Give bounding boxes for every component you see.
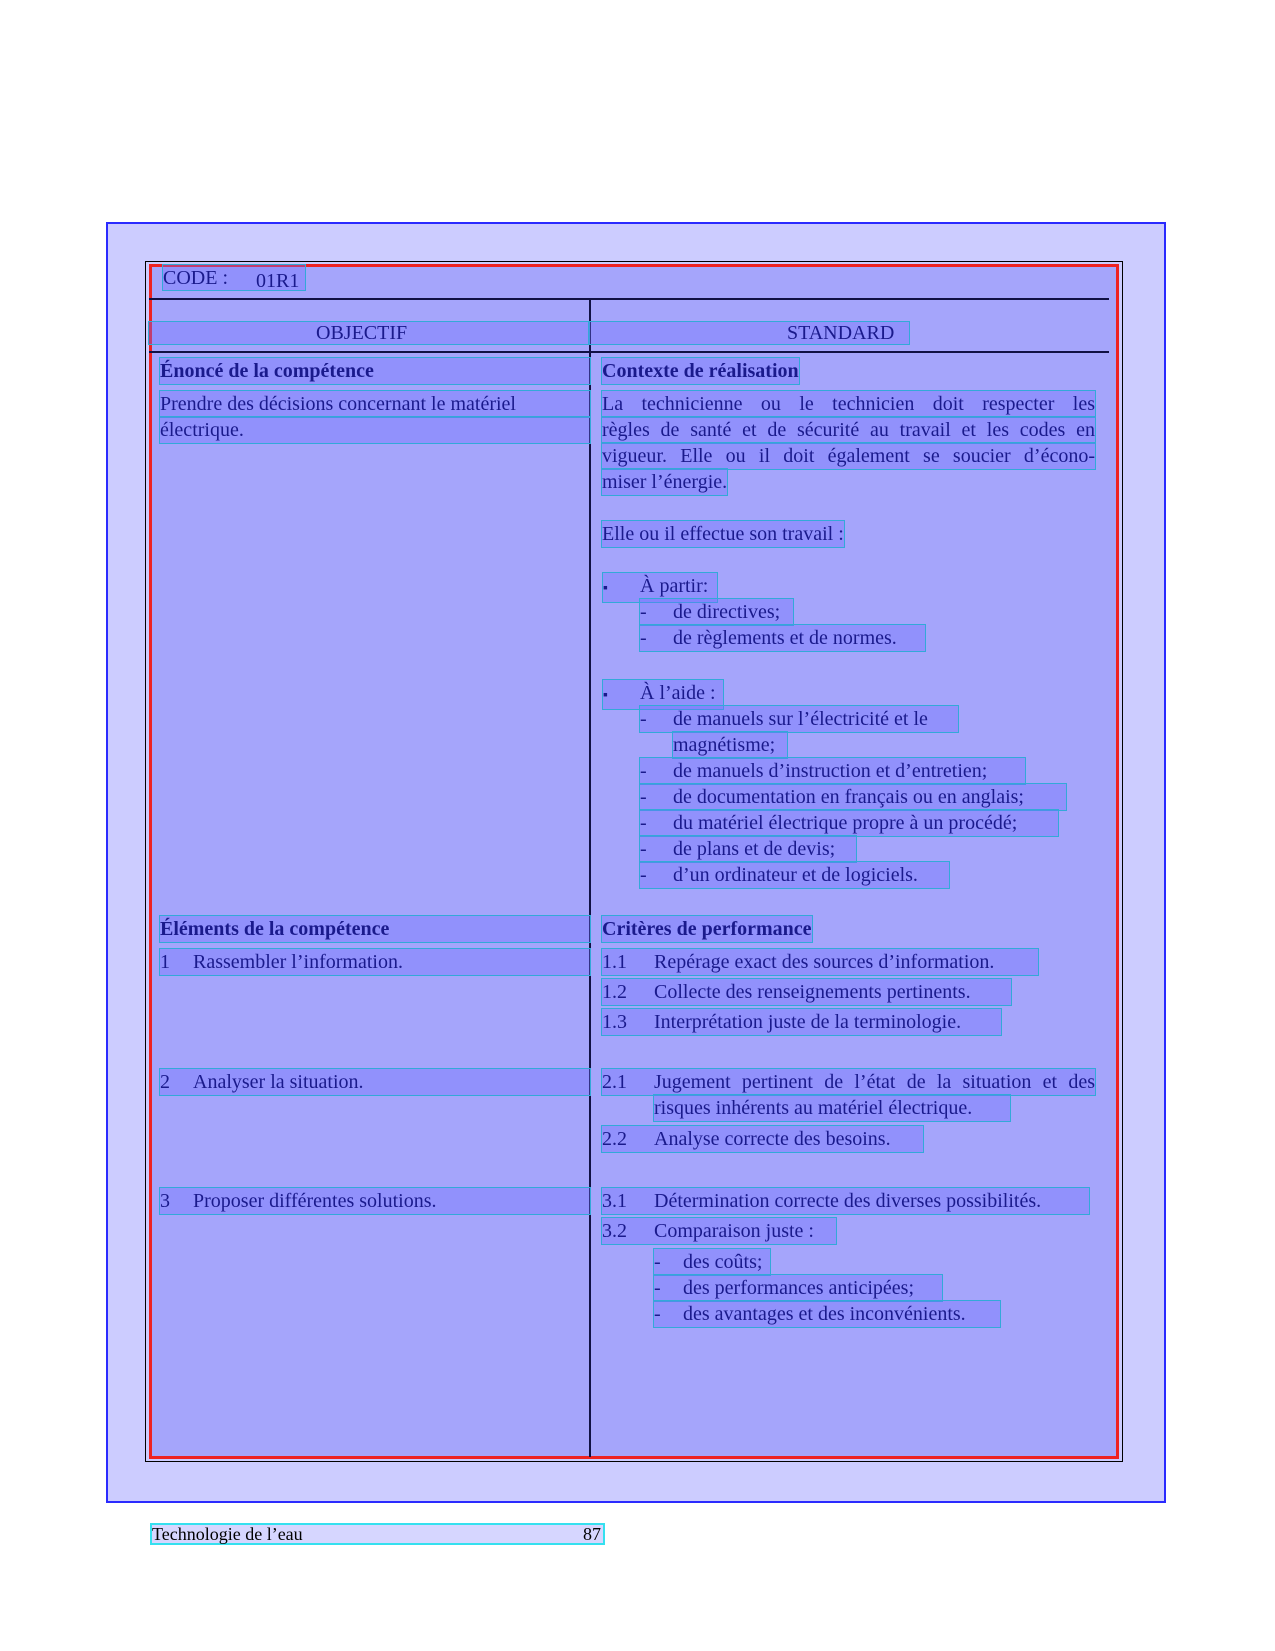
critere-text: Analyse correcte des besoins. xyxy=(654,1128,891,1150)
column-header-rule xyxy=(149,351,1109,353)
comparaison-text: des performances anticipées; xyxy=(683,1277,915,1299)
bullet-icon: ▪ xyxy=(603,581,608,596)
footer-title: Technologie de l’eau xyxy=(152,1524,303,1544)
dash-icon: - xyxy=(640,627,647,649)
critere-item xyxy=(602,949,1038,975)
critere-text: Comparaison juste : xyxy=(654,1220,814,1242)
contexte-line: règles de santé et de sécurité au travail et les codes en xyxy=(602,419,1095,441)
page-footer xyxy=(150,1523,605,1545)
critere-text: Interprétation juste de la terminologie. xyxy=(654,1011,962,1033)
dash-item xyxy=(640,862,949,888)
standard-header-band xyxy=(589,322,909,344)
element-item xyxy=(160,949,590,975)
dash-item-continuation: magnétisme; xyxy=(673,732,787,758)
code-label: CODE : xyxy=(163,267,228,289)
critere-item xyxy=(602,979,1011,1005)
dash-item-text: de règlements et de normes. xyxy=(673,627,897,649)
code-field xyxy=(163,265,305,290)
element-text: Proposer différentes solutions. xyxy=(193,1190,437,1212)
critere-continuation: risques inhérents au matériel électrique. xyxy=(654,1095,1010,1121)
page-number: 87 xyxy=(583,1524,601,1544)
dash-item xyxy=(640,625,925,651)
dash-item-text: de manuels d’instruction et d’entretien; xyxy=(673,760,988,782)
contexte-line: vigueur. Elle ou il doit également se soucier d’écono- xyxy=(602,445,1095,467)
comparaison-item xyxy=(654,1275,942,1301)
bullet-label: À l’aide : xyxy=(640,682,716,704)
dash-item-text: de directives; xyxy=(673,601,781,623)
critere-number: 1.2 xyxy=(602,981,627,1003)
element-item xyxy=(160,1069,590,1095)
critere-text: Repérage exact des sources d’information. xyxy=(654,951,995,973)
element-number: 1 xyxy=(160,951,170,973)
objectif-header: OBJECTIF xyxy=(316,322,408,344)
dash-item-text: de manuels sur l’électricité et le xyxy=(673,708,928,730)
criteres-title: Critères de performance xyxy=(602,918,812,940)
dash-item-text: de documentation en français ou en anglais; xyxy=(673,786,1024,808)
dash-icon: - xyxy=(640,708,647,730)
dash-icon: - xyxy=(640,786,647,808)
element-number: 3 xyxy=(160,1190,170,1212)
dash-icon: - xyxy=(640,864,647,886)
critere-number: 3.2 xyxy=(602,1220,627,1242)
dash-item xyxy=(640,810,1058,836)
dash-item-text: de plans et de devis; xyxy=(673,838,836,860)
objectif-header-band xyxy=(149,322,589,344)
bullet-item xyxy=(603,680,723,709)
enonce-text-line-1: Prendre des décisions concernant le matériel xyxy=(160,391,590,417)
contexte-line: miser l’énergie. xyxy=(602,471,728,493)
enonce-title: Énoncé de la compétence xyxy=(160,358,590,384)
dash-item-text: d’un ordinateur et de logiciels. xyxy=(673,864,918,886)
element-item xyxy=(160,1188,590,1214)
dash-icon: - xyxy=(640,812,647,834)
element-number: 2 xyxy=(160,1071,170,1093)
critere-item xyxy=(602,1188,1089,1214)
critere-text: Détermination correcte des diverses possibilités. xyxy=(654,1190,1042,1212)
critere-number: 1.3 xyxy=(602,1011,627,1033)
bullet-icon: ▪ xyxy=(603,688,608,703)
dash-icon: - xyxy=(640,601,647,623)
enonce-text-line-2: électrique. xyxy=(160,417,590,443)
critere-text: Jugement pertinent de l’état de la situation et des xyxy=(654,1071,1095,1093)
dash-item xyxy=(640,758,1025,784)
critere-item xyxy=(602,1069,1095,1095)
contexte-line: La technicienne ou le technicien doit respecter les xyxy=(602,393,1095,415)
dash-item xyxy=(640,836,856,862)
header-rule xyxy=(149,298,1109,300)
elements-title: Éléments de la compétence xyxy=(160,916,590,942)
dash-item xyxy=(640,706,958,732)
element-text: Analyser la situation. xyxy=(193,1071,364,1093)
bullet-label: À partir: xyxy=(640,575,709,597)
dash-icon: - xyxy=(654,1251,661,1273)
dash-icon: - xyxy=(654,1303,661,1325)
contexte-title: Contexte de réalisation xyxy=(602,360,799,382)
comparaison-text: des avantages et des inconvénients. xyxy=(683,1303,966,1325)
critere-number: 2.1 xyxy=(602,1071,627,1093)
dash-item xyxy=(640,599,793,625)
bullet-item xyxy=(603,573,717,602)
comparaison-text: des coûts; xyxy=(683,1251,763,1273)
critere-item xyxy=(602,1009,1001,1035)
dash-item-text: du matériel électrique propre à un procédé; xyxy=(673,812,1018,834)
critere-item xyxy=(602,1126,923,1152)
critere-number: 2.2 xyxy=(602,1128,627,1150)
comparaison-item xyxy=(654,1249,770,1275)
element-text: Rassembler l’information. xyxy=(193,951,403,973)
dash-item xyxy=(640,784,1066,810)
dash-icon: - xyxy=(640,760,647,782)
travail-text: Elle ou il effectue son travail : xyxy=(602,523,844,545)
dash-icon: - xyxy=(640,838,647,860)
critere-text: Collecte des renseignements pertinents. xyxy=(654,981,971,1003)
dash-icon: - xyxy=(654,1277,661,1299)
critere-number: 3.1 xyxy=(602,1190,627,1212)
comparaison-item xyxy=(654,1301,1000,1327)
standard-header: STANDARD xyxy=(787,322,895,344)
critere-item xyxy=(602,1218,836,1244)
critere-number: 1.1 xyxy=(602,951,627,973)
code-value: 01R1 xyxy=(256,270,300,292)
column-divider xyxy=(589,299,591,1457)
